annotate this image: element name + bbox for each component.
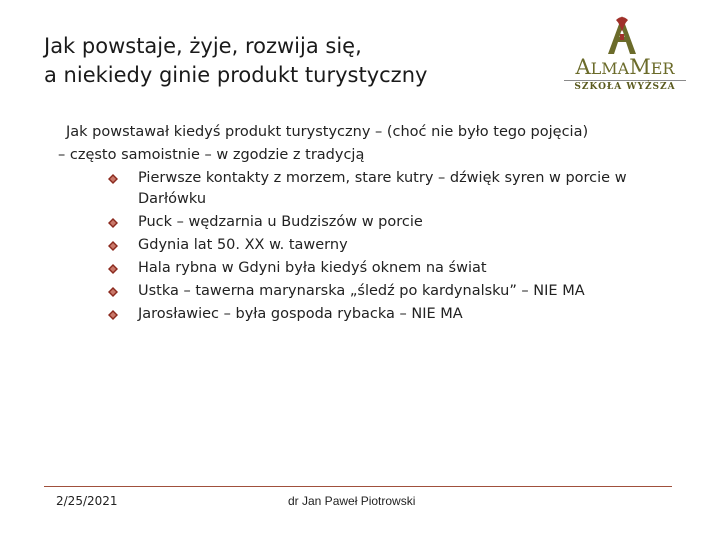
diamond-bullet-icon	[108, 310, 118, 320]
logo-wordmark-a: A	[575, 55, 591, 79]
alma-mer-a-emblem-icon	[602, 14, 642, 56]
intro-paragraph	[58, 121, 698, 167]
list-item-text: Jarosławiec – była gospoda rybacka – NIE MA	[138, 306, 463, 322]
slide-title-line-1: Jak powstaje, żyje, rozwija się,	[44, 34, 362, 58]
diamond-bullet-icon	[108, 287, 118, 297]
intro-line-2: – często samoistnie – w zgodzie z tradycją	[58, 147, 365, 163]
diamond-bullet-icon	[108, 241, 118, 251]
diamond-bullet-icon	[108, 174, 118, 184]
logo-wordmark-er: ER	[650, 59, 675, 78]
footer-date: 2/25/2021	[56, 494, 118, 508]
logo-subtitle: SZKOŁA WYŻSZA	[574, 82, 676, 92]
logo-wordmark	[560, 54, 690, 82]
logo-wordmark-m: M	[629, 55, 651, 79]
list-item	[108, 281, 698, 302]
slide-title-line-2: a niekiedy ginie produkt turystyczny	[44, 63, 428, 87]
list-item-text: Hala rybna w Gdyni była kiedyś oknem na świat	[138, 260, 487, 276]
list-item	[108, 258, 698, 279]
list-item	[108, 304, 698, 325]
bullet-list	[108, 168, 698, 327]
slide-title	[44, 32, 564, 90]
list-item-text: Gdynia lat 50. XX w. tawerny	[138, 237, 348, 253]
list-item	[108, 168, 698, 210]
list-item	[108, 212, 698, 233]
footer-author: dr Jan Paweł Piotrowski	[288, 494, 416, 508]
list-item-text: Pierwsze kontakty z morzem, stare kutry – dźwięk syren w porcie w Darłówku	[138, 170, 627, 207]
almamer-logo	[560, 14, 690, 98]
intro-line-1: Jak powstawał kiedyś produkt turystyczny – (choć nie było tego pojęcia)	[66, 124, 589, 140]
list-item	[108, 235, 698, 256]
logo-wordmark-lma: LMA	[590, 59, 630, 78]
logo-divider	[564, 80, 686, 81]
list-item-text: Puck – wędzarnia u Budziszów w porcie	[138, 214, 423, 230]
footer-divider	[44, 486, 672, 487]
diamond-bullet-icon	[108, 218, 118, 228]
list-item-text: Ustka – tawerna marynarska „śledź po kardynalsku” – NIE MA	[138, 283, 585, 299]
diamond-bullet-icon	[108, 264, 118, 274]
